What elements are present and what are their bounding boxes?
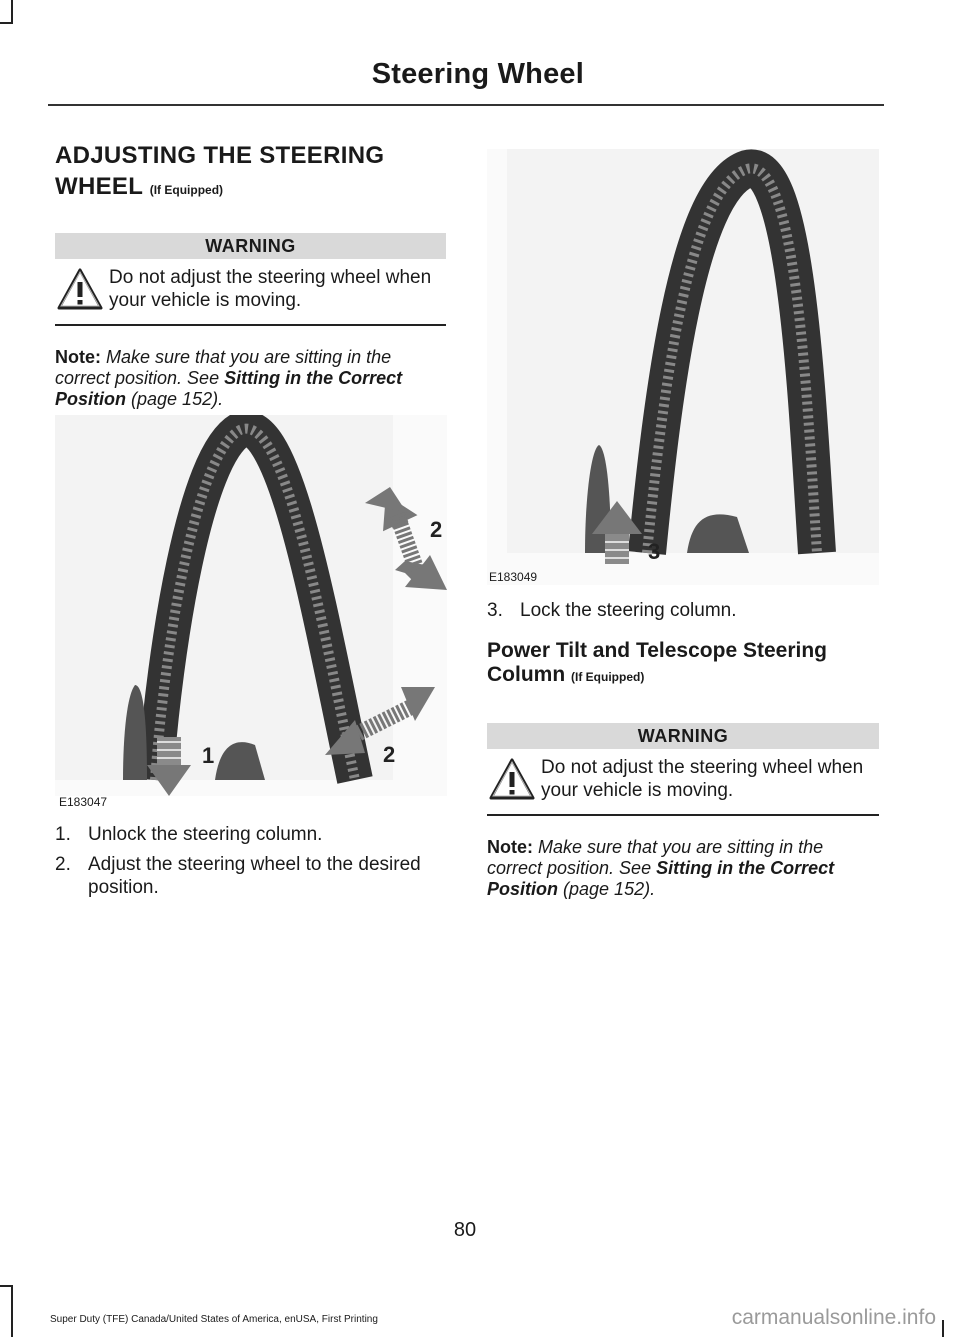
footer-text: Super Duty (TFE) Canada/United States of America, enUSA, First Printing (50, 1314, 378, 1325)
figure-callout: 3 (648, 539, 661, 564)
warning-box (55, 233, 446, 326)
warning-box (487, 723, 879, 816)
left-column (55, 140, 446, 410)
step-number: 1. (55, 824, 71, 845)
note-text: Make sure that you are sitting in the correct position. See (55, 347, 392, 388)
list-item (55, 823, 446, 846)
step-text: Adjust the steering wheel to the desired position. (88, 854, 421, 898)
section-title: ADJUSTING THE STEERING WHEEL (55, 142, 385, 200)
subsection-heading (487, 639, 879, 689)
crop-mark (11, 1285, 13, 1337)
note (55, 347, 446, 410)
warning-heading: WARNING (487, 723, 879, 749)
warning-text: Do not adjust the steering wheel when your vehicle is moving. (541, 757, 864, 801)
figure-code: E183049 (489, 570, 538, 584)
figure-callout: 2 (430, 517, 443, 542)
right-column (487, 599, 879, 900)
page-title: Steering Wheel (371, 58, 584, 90)
warning-triangle-icon (487, 755, 537, 803)
note (487, 837, 879, 900)
header-divider (48, 104, 884, 106)
note-text: Make sure that you are sitting in the correct position. See (487, 837, 824, 878)
step-number: 3. (487, 600, 503, 621)
steering-wheel-illustration (55, 415, 447, 796)
list-item (487, 599, 879, 622)
steering-wheel-figure-lock (487, 149, 879, 585)
page-number: 80 (453, 1219, 477, 1241)
figure-callout: 1 (202, 743, 215, 768)
warning-text: Do not adjust the steering wheel when your vehicle is moving. (109, 267, 432, 311)
steering-wheel-illustration (487, 149, 879, 567)
page-reference: (page 152). (131, 389, 224, 409)
warning-heading: WARNING (55, 233, 446, 259)
step-number: 2. (55, 854, 71, 875)
crop-mark (942, 1320, 944, 1337)
list-item (55, 853, 446, 899)
page-reference: (page 152). (563, 879, 656, 899)
cross-reference-link[interactable]: Sitting in the Correct Position (487, 858, 835, 899)
crop-mark (11, 0, 13, 24)
steps-list (487, 599, 879, 622)
section-heading (55, 140, 446, 206)
subsection-title: Power Tilt and Telescope Steering Column (487, 639, 827, 686)
steering-wheel-figure-tilt-telescope (55, 415, 447, 809)
note-label: Note: (487, 837, 533, 857)
step-text: Lock the steering column. (520, 600, 737, 621)
figure-callout: 2 (383, 742, 396, 767)
note-label: Note: (55, 347, 101, 367)
warning-triangle-icon (55, 265, 105, 313)
cross-reference-link[interactable]: Sitting in the Correct Position (55, 368, 403, 409)
warning-body (487, 749, 879, 816)
crop-mark (0, 22, 13, 24)
crop-mark (0, 1285, 13, 1287)
subsection-qualifier: (If Equipped) (571, 670, 645, 684)
watermark: carmanualsonline.info (731, 1306, 936, 1329)
figure-code: E183047 (59, 795, 108, 809)
step-text: Unlock the steering column. (88, 824, 323, 845)
warning-body (55, 259, 446, 326)
steps-list (55, 823, 446, 906)
section-qualifier: (If Equipped) (149, 183, 224, 197)
